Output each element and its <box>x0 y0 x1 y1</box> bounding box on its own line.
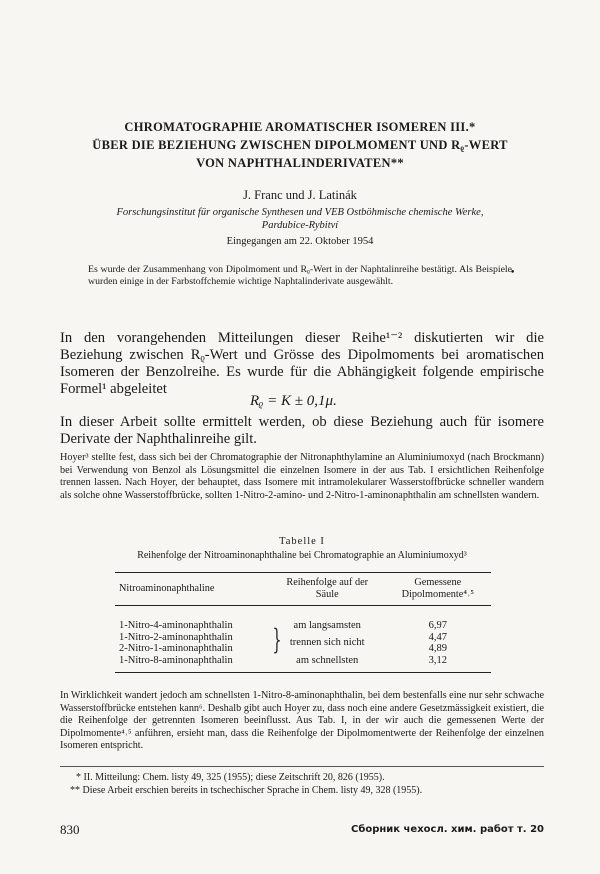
table-subtitle: Reihenfolge der Nitroaminonaphthaline bei Chromatographie an Aluminiumoxyd³ <box>137 550 467 561</box>
footnote-2: ** Diese Arbeit erschien bereits in tschechischer Sprache in Chem. listy 49, 328 (1955). <box>70 785 423 796</box>
title-line-1: CHROMATOGRAPHIE AROMATISCHER ISOMEREN III.* <box>124 120 476 134</box>
results-table <box>115 572 491 673</box>
dipole-value: 4,89 <box>428 643 447 654</box>
header-order: Reihenfolge auf der Säule <box>286 577 369 600</box>
institution <box>70 206 530 232</box>
margin-mark: • <box>510 268 516 278</box>
intro-paragraph-2: In dieser Arbeit sollte ermittelt werden, ob diese Beziehung auch für isomere Derivate der Naphthalinreihe gilt. <box>60 414 544 447</box>
footnote-1: * II. Mitteilung: Chem. listy 49, 325 (1955); diese Zeitschrift 20, 826 (1955). <box>76 772 385 783</box>
title-line-3: VON NAPHTHALINDERIVATEN** <box>196 156 404 170</box>
compound-name: 1-Nitro-2-aminonaphthalin <box>119 631 233 643</box>
table-row <box>115 606 491 632</box>
compound-name: 2-Nitro-1-aminonaphthalin <box>119 643 233 654</box>
grouping-brace: } <box>272 623 282 656</box>
table-caption: Tabelle I <box>279 536 325 547</box>
column-order: am schnellsten <box>296 654 359 666</box>
table-row <box>115 655 491 673</box>
journal-footer: Сборник чехосл. хим. работ т. 20 <box>351 824 544 835</box>
table-row <box>115 632 491 644</box>
intro-paragraph-1: In den vorangehenden Mitteilungen dieser Reihe¹⁻² diskutierten wir die Beziehung zwischen Rᵨ-Wert und Grösse des Dipolmoments bei aromatischen Isomeren der Benzolreihe. Es wurde für die Abhängigkeit folgende empirische Formel¹ abgeleitet <box>60 330 544 397</box>
page-number: 830 <box>60 822 80 837</box>
column-order: am langsamsten <box>293 620 361 631</box>
hoyer-paragraph: Hoyer³ stellte fest, dass sich bei der Chromatographie der Nitronaphthylamine an Aluminiumoxyd (nach Brockmann) bei Verwendung von Benzol als Lösungsmittel die einzelnen Isomere in der aus Tab. I ersichtlichen Reihenfolge trennen lassen. Nach Hoyer, der behauptet, dass Isomere mit intramolekularer Wasserstoffbrücke schneller wandern als solche ohne Wasserstoffbrücke, sollten 1-Nitro-2-amino- und 2-Nitro-1-aminonaphthalin am schnellsten wandern. <box>60 452 544 501</box>
conclusion-paragraph: In Wirklichkeit wandert jedoch am schnellsten 1-Nitro-8-aminonaphthalin, bei dem bestenfalls eine nur sehr schwache Wasserstoffbrücke entstehen kann⁶. Deshalb gibt auch Hoyer zu, dass noch eine andere Gesetzmässigkeit existiert, die die Reihenfolge der getrennten Isomeren beeinflusst. Aus Tab. I, in der wir auch die gemessenen Werte der Dipolmomente⁴˒⁵ anführen, ersieht man, dass die Reihenfolge der Dipolmomentwerte der Reihenfolge der einzelnen Isomeren entspricht. <box>60 690 544 751</box>
header-compound: Nitroaminonaphthaline <box>119 583 215 594</box>
dipole-value: 4,47 <box>428 631 447 643</box>
authors: J. Franc und J. Latinák <box>243 188 357 202</box>
abstract: Es wurde der Zusammenhang von Dipolmoment und Rᵨ-Wert in der Naphtalinreihe bestätigt. Als Beispiele wurden einige in der Farbstoffchemie wichtige Naphtalinderivate ausgewählt. <box>88 264 512 287</box>
compound-name: 1-Nitro-8-aminonaphthalin <box>119 654 233 666</box>
formula: Rᵨ = K ± 0,1μ. <box>250 393 337 409</box>
footnote-divider <box>60 766 544 767</box>
institution-line-1: Forschungsinstitut für organische Synthesen und VEB Ostböhmische chemische Werke, <box>116 207 484 218</box>
institution-line-2: Pardubice-Rybitví <box>261 220 339 231</box>
title-line-2: ÜBER DIE BEZIEHUNG ZWISCHEN DIPOLMOMENT UND Rᵨ-WERT <box>92 138 508 152</box>
dipole-value: 6,97 <box>428 620 447 631</box>
table-header-row <box>115 573 491 606</box>
dipole-value: 3,12 <box>428 654 447 666</box>
compound-name: 1-Nitro-4-aminonaphthalin <box>119 620 233 631</box>
column-order: trennen sich nicht <box>289 637 365 649</box>
received-date: Eingegangen am 22. Oktober 1954 <box>226 236 374 247</box>
header-dipole: Gemessene Dipolmomente⁴˒⁵ <box>401 577 474 600</box>
paper-title <box>60 118 540 172</box>
